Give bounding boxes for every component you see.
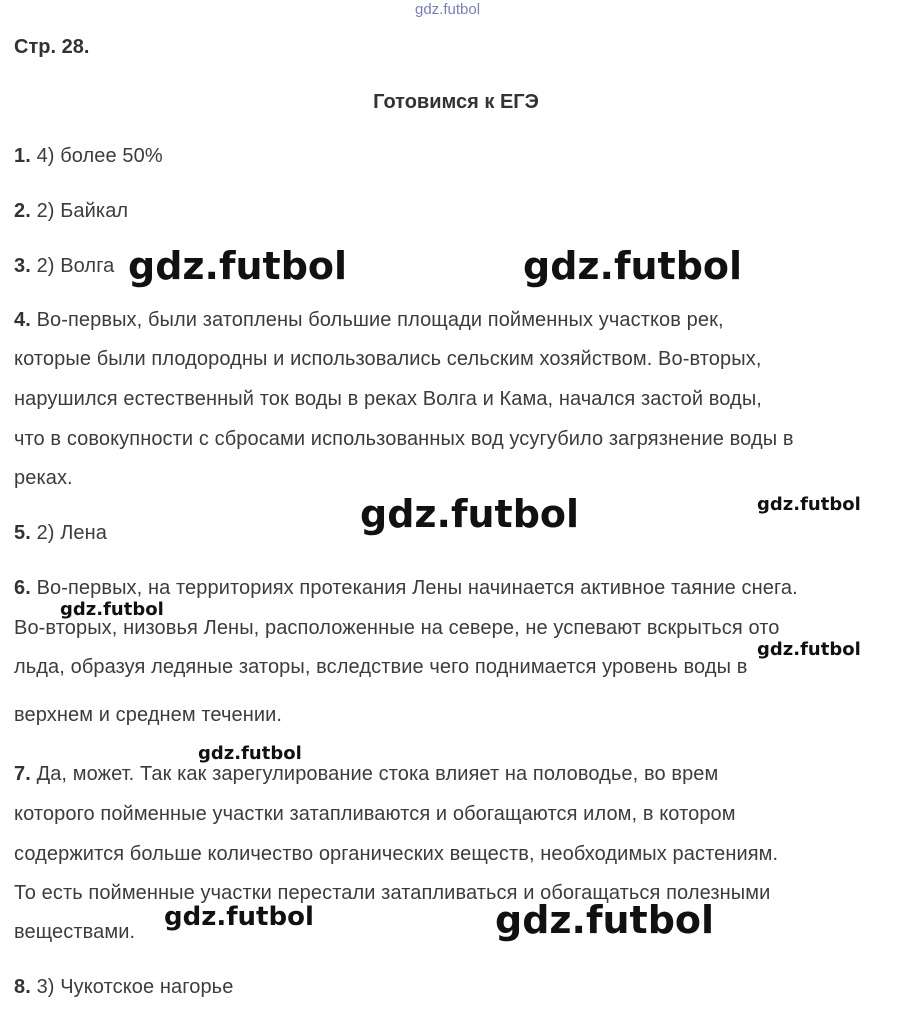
answer-text: 2) Лена [36, 522, 108, 544]
answer-line: что в совокупности с сбросами использованных вод усугубило загрязнение воды в [14, 428, 794, 450]
answer-number: 7. [14, 763, 31, 785]
answer-text: 2) Байкал [36, 200, 129, 222]
answer-line [14, 309, 724, 331]
watermark: gdz.futbol [757, 494, 861, 515]
watermark: gdz.futbol [60, 599, 164, 620]
answer-line: верхнем и среднем течении. [14, 704, 283, 726]
answer-text: Да, может. Так как зарегулирование стока влияет на половодье, во врем [36, 763, 719, 785]
answer-line: которого пойменные участки затапливаются и обогащаются илом, в котором [14, 803, 736, 825]
answer-number: 1. [14, 145, 31, 167]
answer-line [14, 763, 718, 785]
answer-1 [14, 145, 163, 167]
answer-text: 2) Волга [36, 255, 115, 277]
answer-line: которые были плодородны и использовались сельским хозяйством. Во-вторых, [14, 348, 762, 370]
answer-text: Во-первых, были затоплены большие площади пойменных участков рек, [36, 309, 724, 331]
page-title: Стр. 28. [14, 36, 90, 58]
answer-line: льда, образуя ледяные заторы, вследствие чего поднимается уровень воды в [14, 656, 748, 678]
answer-number: 4. [14, 309, 31, 331]
watermark: gdz.futbol [164, 902, 314, 932]
answer-text: Во-первых, на территориях протекания Лены начинается активное таяние снега. [36, 577, 798, 599]
answer-line: содержится больше количество органических веществ, необходимых растениям. [14, 843, 779, 865]
answer-text: 4) более 50% [36, 145, 163, 167]
watermark-top: gdz.futbol [415, 1, 481, 18]
watermark: gdz.futbol [198, 743, 302, 764]
watermark: gdz.futbol [757, 639, 861, 660]
answer-text: 3) Чукотское нагорье [36, 976, 234, 998]
answer-5 [14, 522, 107, 544]
answer-line: Во-вторых, низовья Лены, расположенные на севере, не успевают вскрыться ото [14, 617, 780, 639]
answer-number: 2. [14, 200, 31, 222]
answer-3 [14, 255, 114, 277]
answer-line: То есть пойменные участки перестали затапливаться и обогащаться полезными [14, 882, 771, 904]
answer-line: веществами. [14, 921, 136, 943]
answer-number: 5. [14, 522, 31, 544]
answer-8 [14, 976, 233, 998]
answer-line: нарушился естественный ток воды в реках Волга и Кама, начался застой воды, [14, 388, 762, 410]
answer-number: 3. [14, 255, 31, 277]
answer-number: 8. [14, 976, 31, 998]
answer-number: 6. [14, 577, 31, 599]
answer-line [14, 577, 798, 599]
watermark: gdz.futbol [360, 492, 580, 536]
watermark: gdz.futbol [128, 244, 348, 288]
answer-2 [14, 200, 128, 222]
watermark: gdz.futbol [523, 244, 743, 288]
answer-line: реках. [14, 467, 73, 489]
watermark: gdz.futbol [495, 898, 715, 942]
section-heading: Готовимся к ЕГЭ [373, 91, 539, 113]
